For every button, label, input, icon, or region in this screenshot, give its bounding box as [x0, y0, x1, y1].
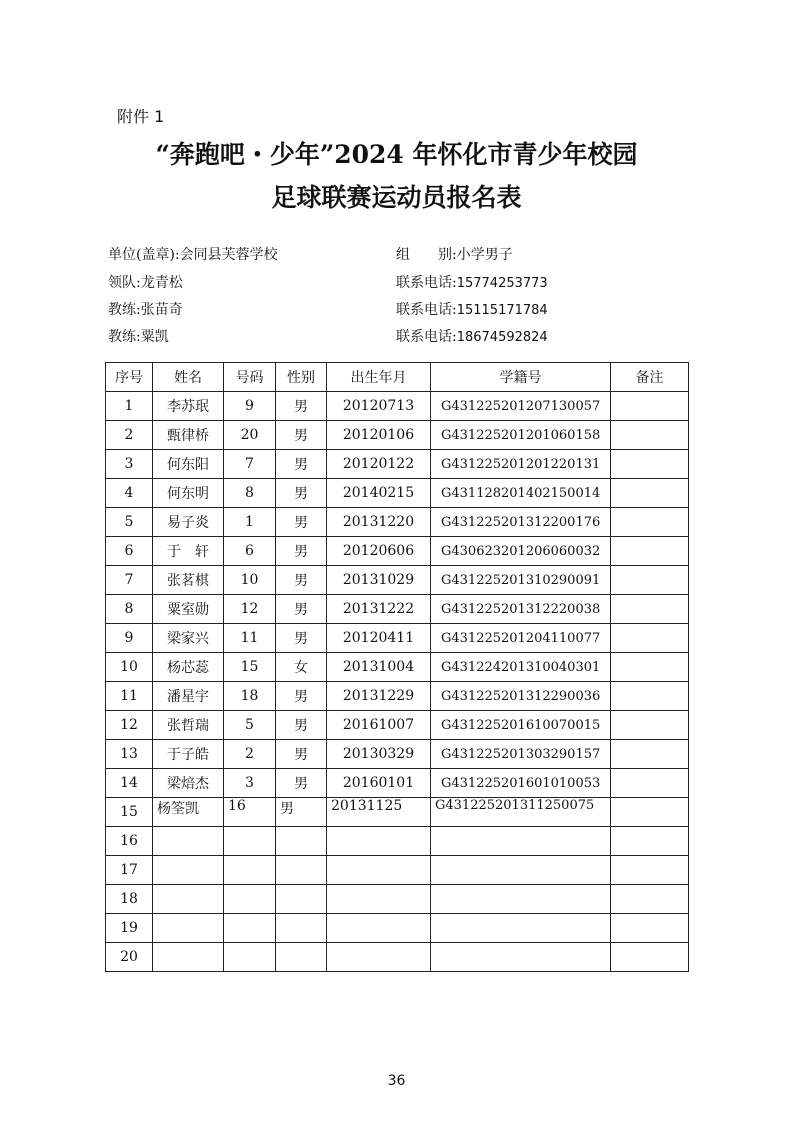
cell-note	[611, 682, 689, 711]
cell-name: 杨筌凯	[153, 798, 224, 827]
cell-note	[611, 421, 689, 450]
cell-name: 梁家兴	[153, 624, 224, 653]
coach1-info	[108, 299, 183, 319]
cell-birth: 20131222	[327, 595, 431, 624]
cell-no: 12	[106, 711, 153, 740]
cell-jersey	[224, 856, 276, 885]
cell-note	[611, 595, 689, 624]
cell-note	[611, 769, 689, 798]
cell-name: 粟室勋	[153, 595, 224, 624]
cell-name: 李苏珉	[153, 392, 224, 421]
cell-gender: 男	[276, 566, 327, 595]
cell-jersey: 15	[224, 653, 276, 682]
cell-note	[611, 508, 689, 537]
cell-birth: 20120606	[327, 537, 431, 566]
header-gender: 性别	[276, 363, 327, 392]
cell-no: 2	[106, 421, 153, 450]
cell-gender: 男	[276, 537, 327, 566]
cell-jersey	[224, 943, 276, 972]
cell-name: 于 轩	[153, 537, 224, 566]
document-title-line1: “奔跑吧・少年”2024 年怀化市青少年校园	[155, 140, 638, 169]
cell-gender	[276, 943, 327, 972]
table-row	[106, 856, 689, 885]
coach1-phone: 15115171784	[456, 303, 548, 318]
cell-no: 16	[106, 827, 153, 856]
leader-phone: 15774253773	[456, 276, 548, 291]
cell-birth: 20130329	[327, 740, 431, 769]
unit-info	[108, 244, 278, 264]
cell-note	[611, 740, 689, 769]
cell-student-id: G430623201206060032	[431, 537, 611, 566]
cell-gender: 男	[276, 392, 327, 421]
cell-note	[611, 827, 689, 856]
cell-note	[611, 711, 689, 740]
cell-student-id: G431225201207130057	[431, 392, 611, 421]
cell-gender: 男	[276, 595, 327, 624]
coach1-phone-label: 联系电话:	[396, 302, 457, 318]
header-no: 序号	[106, 363, 153, 392]
coach2-label: 教练:	[108, 329, 141, 345]
cell-gender	[276, 885, 327, 914]
document-title-line2: 足球联赛运动员报名表	[271, 183, 522, 212]
cell-student-id	[431, 914, 611, 943]
cell-birth	[327, 856, 431, 885]
coach1-label: 教练:	[108, 302, 141, 318]
header-note: 备注	[611, 363, 689, 392]
cell-gender	[276, 856, 327, 885]
cell-birth: 20131125	[327, 798, 431, 827]
header-birth: 出生年月	[327, 363, 431, 392]
cell-birth: 20161007	[327, 711, 431, 740]
cell-jersey: 2	[224, 740, 276, 769]
cell-note	[611, 856, 689, 885]
coach2-info	[108, 326, 169, 346]
cell-jersey: 16	[224, 798, 276, 827]
cell-gender: 男	[276, 508, 327, 537]
roster-body	[106, 392, 689, 972]
cell-name	[153, 856, 224, 885]
cell-note	[611, 537, 689, 566]
cell-no: 9	[106, 624, 153, 653]
group-value: 小学男子	[456, 247, 513, 263]
table-row	[106, 682, 689, 711]
cell-gender: 男	[276, 711, 327, 740]
cell-name: 张茗棋	[153, 566, 224, 595]
leader-phone-info	[396, 272, 548, 292]
cell-birth: 20120411	[327, 624, 431, 653]
cell-note	[611, 624, 689, 653]
unit-value: 会同县芙蓉学校	[179, 247, 278, 263]
cell-name: 梁焙杰	[153, 769, 224, 798]
cell-student-id	[431, 856, 611, 885]
coach2-phone-info	[396, 326, 548, 346]
cell-jersey: 10	[224, 566, 276, 595]
cell-jersey	[224, 827, 276, 856]
cell-jersey: 5	[224, 711, 276, 740]
cell-jersey: 8	[224, 479, 276, 508]
cell-gender: 男	[276, 798, 327, 827]
cell-birth: 20131029	[327, 566, 431, 595]
table-row	[106, 392, 689, 421]
cell-birth: 20131220	[327, 508, 431, 537]
cell-birth: 20131004	[327, 653, 431, 682]
cell-name	[153, 827, 224, 856]
cell-name: 杨芯蕊	[153, 653, 224, 682]
cell-student-id	[431, 885, 611, 914]
cell-birth: 20140215	[327, 479, 431, 508]
cell-jersey: 6	[224, 537, 276, 566]
cell-student-id: G431225201204110077	[431, 624, 611, 653]
cell-student-id: G431225201310290091	[431, 566, 611, 595]
cell-name: 甄律桥	[153, 421, 224, 450]
cell-note	[611, 885, 689, 914]
coach1-phone-info	[396, 299, 548, 319]
cell-no: 7	[106, 566, 153, 595]
table-row	[106, 508, 689, 537]
cell-no: 20	[106, 943, 153, 972]
cell-student-id: G431225201312290036	[431, 682, 611, 711]
leader-info	[108, 272, 183, 292]
cell-name	[153, 914, 224, 943]
group-info	[396, 244, 513, 264]
cell-note	[611, 392, 689, 421]
table-row	[106, 885, 689, 914]
cell-name: 潘星宇	[153, 682, 224, 711]
cell-gender: 男	[276, 769, 327, 798]
cell-student-id: G431224201310040301	[431, 653, 611, 682]
page-number: 36	[387, 1073, 406, 1089]
cell-no: 15	[106, 798, 153, 827]
cell-student-id: G431225201610070015	[431, 711, 611, 740]
table-row	[106, 914, 689, 943]
cell-no: 19	[106, 914, 153, 943]
attachment-label: 附件 1	[117, 107, 165, 126]
cell-no: 8	[106, 595, 153, 624]
cell-birth	[327, 885, 431, 914]
cell-gender	[276, 827, 327, 856]
table-row	[106, 653, 689, 682]
header-jersey: 号码	[224, 363, 276, 392]
cell-name	[153, 943, 224, 972]
cell-jersey: 18	[224, 682, 276, 711]
cell-jersey	[224, 885, 276, 914]
table-row	[106, 798, 689, 827]
cell-student-id: G431225201601010053	[431, 769, 611, 798]
cell-no: 17	[106, 856, 153, 885]
cell-student-id	[431, 827, 611, 856]
cell-no: 10	[106, 653, 153, 682]
header-student-id: 学籍号	[431, 363, 611, 392]
leader-phone-label: 联系电话:	[396, 275, 457, 291]
table-row	[106, 827, 689, 856]
table-row	[106, 769, 689, 798]
cell-no: 6	[106, 537, 153, 566]
table-row	[106, 595, 689, 624]
cell-gender: 男	[276, 421, 327, 450]
cell-no: 14	[106, 769, 153, 798]
cell-note	[611, 479, 689, 508]
cell-name: 易子炎	[153, 508, 224, 537]
cell-jersey: 3	[224, 769, 276, 798]
cell-note	[611, 943, 689, 972]
cell-name: 何东阳	[153, 450, 224, 479]
cell-birth: 20160101	[327, 769, 431, 798]
table-row	[106, 740, 689, 769]
coach2-phone-label: 联系电话:	[396, 329, 457, 345]
cell-gender: 男	[276, 479, 327, 508]
cell-gender: 男	[276, 624, 327, 653]
cell-gender: 男	[276, 450, 327, 479]
cell-birth: 20120122	[327, 450, 431, 479]
cell-student-id: G431225201312200176	[431, 508, 611, 537]
cell-note	[611, 450, 689, 479]
unit-label: 单位(盖章):	[108, 247, 180, 263]
cell-name: 于子皓	[153, 740, 224, 769]
header-name: 姓名	[153, 363, 224, 392]
cell-birth: 20120106	[327, 421, 431, 450]
cell-jersey: 20	[224, 421, 276, 450]
cell-jersey: 12	[224, 595, 276, 624]
table-row	[106, 711, 689, 740]
cell-gender: 女	[276, 653, 327, 682]
coach2-phone: 18674592824	[456, 330, 548, 345]
cell-note	[611, 653, 689, 682]
cell-birth: 20131229	[327, 682, 431, 711]
cell-student-id: G431128201402150014	[431, 479, 611, 508]
group-label: 组 别:	[396, 247, 457, 263]
cell-birth	[327, 914, 431, 943]
cell-gender: 男	[276, 740, 327, 769]
cell-note	[611, 566, 689, 595]
table-row	[106, 624, 689, 653]
cell-no: 3	[106, 450, 153, 479]
roster-table	[105, 362, 689, 972]
cell-no: 18	[106, 885, 153, 914]
cell-jersey: 11	[224, 624, 276, 653]
cell-student-id	[431, 943, 611, 972]
cell-gender	[276, 914, 327, 943]
cell-jersey: 9	[224, 392, 276, 421]
cell-name: 张哲瑞	[153, 711, 224, 740]
cell-student-id: G431225201312220038	[431, 595, 611, 624]
coach1-value: 张苗奇	[140, 302, 183, 318]
leader-value: 龙青松	[140, 275, 183, 291]
cell-jersey: 1	[224, 508, 276, 537]
cell-no: 4	[106, 479, 153, 508]
cell-birth	[327, 827, 431, 856]
cell-name: 何东明	[153, 479, 224, 508]
table-row	[106, 450, 689, 479]
cell-student-id: G431225201201060158	[431, 421, 611, 450]
coach2-value: 粟凯	[140, 329, 169, 345]
cell-no: 1	[106, 392, 153, 421]
table-row	[106, 479, 689, 508]
cell-birth	[327, 943, 431, 972]
cell-gender: 男	[276, 682, 327, 711]
cell-no: 13	[106, 740, 153, 769]
cell-name	[153, 885, 224, 914]
leader-label: 领队:	[108, 275, 141, 291]
cell-no: 5	[106, 508, 153, 537]
table-row	[106, 566, 689, 595]
cell-jersey	[224, 914, 276, 943]
cell-student-id: G431225201311250075	[431, 798, 611, 827]
table-row	[106, 943, 689, 972]
table-row	[106, 421, 689, 450]
cell-note	[611, 798, 689, 827]
cell-student-id: G431225201201220131	[431, 450, 611, 479]
table-row	[106, 537, 689, 566]
cell-note	[611, 914, 689, 943]
table-header-row	[106, 363, 689, 392]
cell-no: 11	[106, 682, 153, 711]
cell-birth: 20120713	[327, 392, 431, 421]
cell-jersey: 7	[224, 450, 276, 479]
cell-student-id: G431225201303290157	[431, 740, 611, 769]
